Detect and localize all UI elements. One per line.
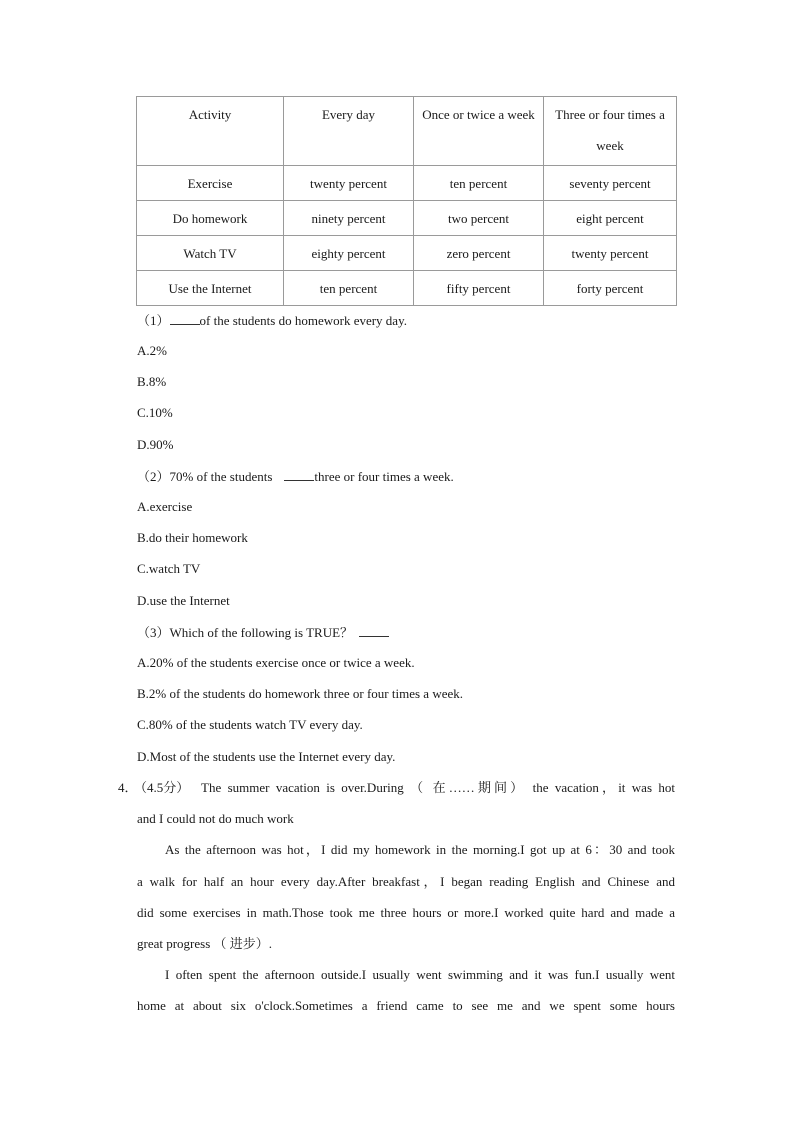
passage-line: a walk for half an hour every day.After breakfast，I began reading English and Chinese and <box>137 874 675 889</box>
table-header-cell: Activity <box>137 97 284 166</box>
option-text: B.2% of the students do homework three or four times a week. <box>137 686 464 701</box>
table-cell: ten percent <box>284 271 414 306</box>
answer-blank <box>284 468 314 481</box>
option-text: B.do their homework <box>137 530 248 545</box>
table-cell: Do homework <box>137 201 284 236</box>
passage-line: home at about six o'clock.Sometimes a friend came to see me and we spent some hours <box>137 998 675 1013</box>
passage-line: I often spent the afternoon outside.I usually went swimming and it was fun.I usually went <box>165 967 675 982</box>
passage-line: The summer vacation is over.During （ 在……期间） the vacation，it was hot <box>201 780 675 795</box>
table-cell: twenty percent <box>284 166 414 201</box>
table-row <box>137 236 677 271</box>
table-cell: two percent <box>414 201 544 236</box>
activity-survey-table <box>136 96 677 306</box>
question-3-stem <box>137 624 389 641</box>
table-cell: ten percent <box>414 166 544 201</box>
question-3-prefix: （3）Which of the following is TRUE？ <box>137 625 354 640</box>
passage-line: and I could not do much work <box>137 811 294 826</box>
option-text: D.use the Internet <box>137 593 230 608</box>
table-header-cell: Every day <box>284 97 414 166</box>
question-2-prefix: （2）70% of the students <box>137 469 273 484</box>
option-text: D.Most of the students use the Internet every day. <box>137 749 396 764</box>
answer-blank <box>170 312 200 325</box>
question-2-stem <box>137 468 454 485</box>
question-4-number: 4． <box>118 780 138 795</box>
option-text: C.watch TV <box>137 561 201 576</box>
option-text: D.90% <box>137 437 174 452</box>
table-cell: Use the Internet <box>137 271 284 306</box>
table-row <box>137 271 677 306</box>
table-cell: seventy percent <box>544 166 677 201</box>
table-cell: forty percent <box>544 271 677 306</box>
table-cell: Exercise <box>137 166 284 201</box>
table-cell: ninety percent <box>284 201 414 236</box>
question-4-score: （4.5分） <box>134 780 190 795</box>
option-text: C.80% of the students watch TV every day. <box>137 717 363 732</box>
table-row <box>137 166 677 201</box>
passage-line: As the afternoon was hot，I did my homework in the morning.I got up at 6：30 and took <box>165 842 675 857</box>
answer-blank <box>359 624 389 637</box>
table-cell: twenty percent <box>544 236 677 271</box>
table-header-row <box>137 97 677 166</box>
question-1-stem <box>137 312 407 329</box>
passage-line: did some exercises in math.Those took me three hours or more.I worked quite hard and made a <box>137 905 675 920</box>
question-1-prefix: （1） <box>137 313 170 328</box>
table-cell: zero percent <box>414 236 544 271</box>
table-cell: eight percent <box>544 201 677 236</box>
question-2-text: three or four times a week. <box>314 469 454 484</box>
passage-line: great progress （ 进步）. <box>137 936 273 951</box>
option-text: C.10% <box>137 405 173 420</box>
table-row <box>137 201 677 236</box>
table-cell: fifty percent <box>414 271 544 306</box>
table-cell: eighty percent <box>284 236 414 271</box>
option-text: A.2% <box>137 343 167 358</box>
option-text: B.8% <box>137 374 167 389</box>
table-cell: Watch TV <box>137 236 284 271</box>
option-text: A.exercise <box>137 499 193 514</box>
table-header-cell: Three or four times a week <box>544 97 677 166</box>
table-header-cell: Once or twice a week <box>414 97 544 166</box>
question-1-text: of the students do homework every day. <box>199 313 407 328</box>
option-text: A.20% of the students exercise once or twice a week. <box>137 655 415 670</box>
